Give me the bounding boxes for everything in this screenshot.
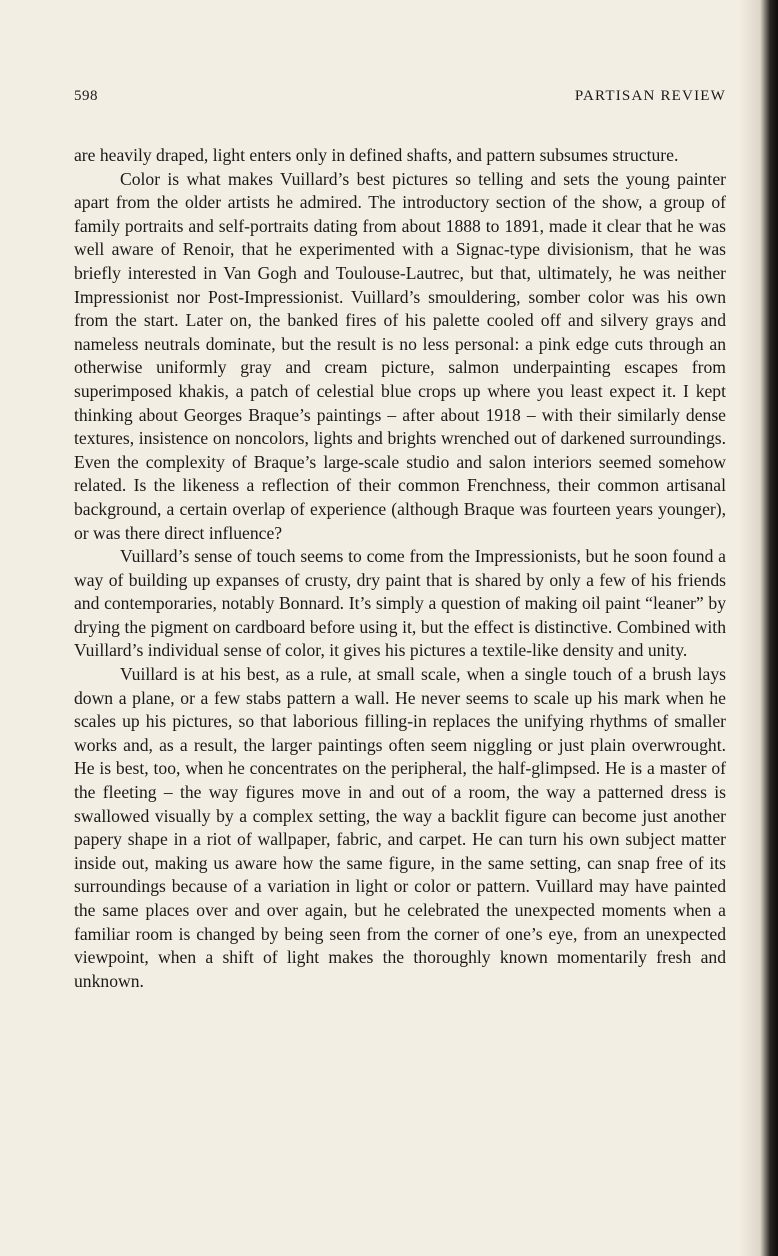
paragraph-color: Color is what makes Vuillard’s best pictures so telling and sets the young painter apart from the older artists he admired. The introductory section of the show, a group of family portraits and self-portraits dating from about 1888 to 1891, made it clear that he was well aware of Renoir, that he experimented with a Signac-type divisionism, that he was briefly interested in Van Gogh and Toulouse-Lautrec, but that, ultimately, he was neither Impressionist nor Post-Impressionist. Vuillard’s smouldering, somber color was his own from the start. Later on, the banked fires of his palette cooled off and silvery grays and nameless neutrals dominate, but the result is no less personal: a pink edge cuts through an otherwise uniformly gray and cream picture, salmon underpainting escapes from superimposed khakis, a patch of celestial blue crops up where you least expect it. I kept thinking about Georges Braque’s paintings – after about 1918 – with their similarly dense textures, insistence on noncolors, lights and brights wrenched out of darkened surroundings. Even the complexity of Braque’s large-scale studio and salon interiors seemed somehow related. Is the likeness a reflection of their common Frenchness, their common artisanal background, a certain overlap of experience (although Braque was fourteen years younger), or was there direct influence?: [74, 168, 726, 543]
paragraph-touch: Vuillard’s sense of touch seems to come from the Impressionists, but he soon found a way of building up expanses of crusty, dry paint that is shared by only a few of his friends and contemporaries, notably Bonnard. It’s simply a question of making oil paint “leaner” by drying the pigment on cardboard before using it, but the effect is distinctive. Combined with Vuillard’s individual sense of color, it gives his pictures a textile-like density and unity.: [74, 546, 726, 661]
paragraph-continued: are heavily draped, light enters only in defined shafts, and pattern subsumes structure.: [74, 145, 679, 165]
page-number: 598: [74, 88, 98, 104]
paragraph-scale: Vuillard is at his best, as a rule, at small scale, when a single touch of a brush lays down a plane, or a few stabs pattern a wall. He never seems to scale up his mark when he scales up his pictures, so that laborious filling-in replaces the unifying rhythms of smaller works and, as a result, the larger paintings often seem niggling or just plain overwrought. He is best, too, when he concentrates on the peripheral, the half-glimpsed. He is a master of the fleeting – the way figures move in and out of a room, the way a patterned dress is swallowed visually by a complex setting, the way a backlit figure can become just another papery shape in a riot of wallpaper, fabric, and carpet. He can turn his own subject matter inside out, making us aware how the same figure, in the same setting, can snap free of its surroundings because of a variation in light or color or pattern. Vuillard may have painted the same places over and over again, but he celebrated the unexpected moments when a familiar room is changed by being seen from the corner of one’s eye, from an unexpected viewpoint, when a shift of light makes the thoroughly known momentarily fresh and unknown.: [74, 664, 726, 991]
running-head: PARTISAN REVIEW: [574, 88, 726, 104]
page-header: [74, 88, 726, 110]
page-gutter-shadow: [738, 0, 778, 1256]
article-body: [74, 144, 726, 993]
